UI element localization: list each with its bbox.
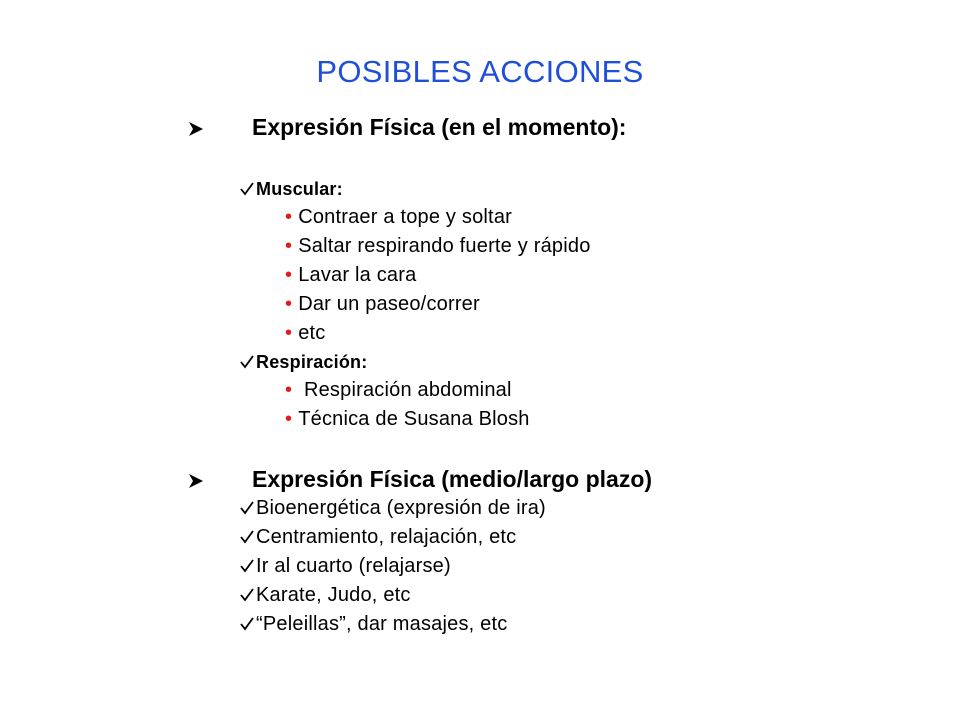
- list-item-text: Técnica de Susana Blosh: [298, 408, 530, 430]
- list-item-text: Centramiento, relajación, etc: [256, 526, 517, 548]
- list-item: [240, 584, 411, 607]
- arrow-bullet-icon: [188, 121, 206, 137]
- checkmark-icon: [240, 617, 254, 631]
- bullet-icon: •: [285, 235, 293, 257]
- group-label-text: Respiración:: [256, 352, 368, 372]
- arrow-bullet-icon: [188, 473, 206, 489]
- list-item-text: Contraer a tope y soltar: [298, 206, 512, 228]
- list-item: [285, 379, 512, 402]
- list-item: [285, 264, 416, 287]
- list-item-text: etc: [298, 322, 326, 344]
- list-item-text: Karate, Judo, etc: [256, 584, 411, 606]
- list-item: [285, 235, 591, 258]
- checkmark-icon: [240, 182, 254, 196]
- group-label-muscular: [240, 178, 343, 201]
- slide-title: POSIBLES ACCIONES: [316, 54, 644, 89]
- list-item: [240, 526, 516, 549]
- section-heading-text: Expresión Física (medio/largo plazo): [252, 466, 653, 492]
- checkmark-icon: [240, 559, 254, 573]
- list-item: [285, 408, 530, 431]
- list-item: [285, 322, 325, 345]
- bullet-icon: •: [285, 206, 293, 228]
- list-item-text: Dar un paseo/correr: [298, 293, 480, 315]
- list-item: [240, 555, 451, 578]
- list-item: [285, 293, 480, 316]
- list-item: [240, 497, 546, 520]
- checkmark-icon: [240, 530, 254, 544]
- list-item-text: “Peleillas”, dar masajes, etc: [256, 613, 508, 635]
- bullet-icon: •: [285, 264, 293, 286]
- bullet-icon: •: [285, 293, 293, 315]
- list-item-text: Respiración abdominal: [298, 379, 512, 401]
- list-item-text: Ir al cuarto (relajarse): [256, 555, 451, 577]
- checkmark-icon: [240, 588, 254, 602]
- bullet-icon: •: [285, 379, 293, 401]
- section-heading-long-term: [188, 466, 652, 493]
- group-label-respiracion: [240, 351, 367, 374]
- checkmark-icon: [240, 355, 254, 369]
- list-item-text: Bioenergética (expresión de ira): [256, 497, 546, 519]
- list-item-text: Saltar respirando fuerte y rápido: [298, 235, 591, 257]
- list-item-text: Lavar la cara: [298, 264, 417, 286]
- bullet-icon: •: [285, 322, 293, 344]
- checkmark-icon: [240, 501, 254, 515]
- list-item: [240, 613, 507, 636]
- list-item: [285, 206, 512, 229]
- section-heading-text: Expresión Física (en el momento):: [252, 114, 627, 140]
- section-heading-immediate: [188, 114, 626, 141]
- group-label-text: Muscular:: [256, 179, 343, 199]
- bullet-icon: •: [285, 408, 293, 430]
